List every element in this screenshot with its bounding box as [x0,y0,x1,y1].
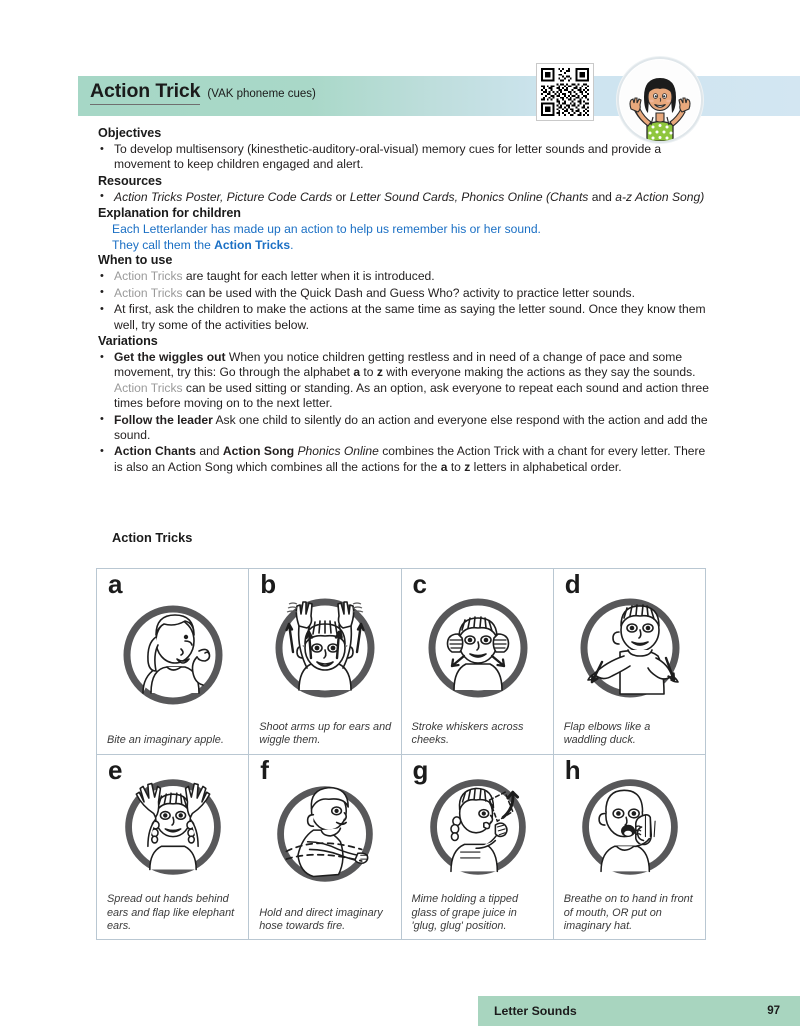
list-item [98,269,710,284]
variation-text: to [447,459,465,474]
variation-text: with everyone making the actions as they say the sounds. [382,365,696,380]
action-trick-cell-b [249,569,401,755]
action-trick-caption: Hold and direct imaginary hose towards fire. [259,906,383,932]
resources-heading: Resources [98,173,162,188]
variations-list [98,350,710,475]
when-to-use-list [98,269,710,333]
variation-text: z [464,459,471,474]
article-body [98,126,710,476]
page-subtitle: (VAK phoneme cues) [207,88,316,100]
list-item [98,444,710,475]
boy-flapping-elbows-icon [564,577,696,719]
variation-text: a [440,459,448,474]
list-item: • To develop multisensory (kinesthetic-auditory-oral-visual) memory cues for letter sounds and provide a movement to keep children engaged and alert. [98,142,710,173]
variation-term: Get the wiggles out [114,350,226,365]
resources-part-1: Action Tricks Poster, Picture Code Cards [114,189,333,204]
action-trick-letter: e [108,754,123,785]
page-footer [478,996,800,1026]
variation-text: Ask one child to silently do an action and everyone else respond with the action and add the sound. [114,412,708,443]
header-title-group [90,80,316,105]
list-item [98,286,710,301]
variation-text: Phonics Online [294,444,379,459]
variation-text: combines the Action Trick with a chant for every letter. There is also an Action Song which combines all the actions for the [114,444,706,474]
explanation-line-2-bold: Action Tricks [214,237,291,252]
girl-drinking-glass-icon [412,763,544,892]
when-to-use-heading: When to use [98,253,173,268]
resources-part-3: Letter Sound Cards, Phonics Online (Chants [349,189,589,204]
qr-code-icon[interactable] [536,63,594,121]
variation-text: and [195,444,223,459]
list-item [98,302,710,333]
boy-holding-hose-icon [259,763,391,905]
boy-breathing-on-hand-icon [564,763,696,892]
objectives-heading: Objectives [98,126,162,140]
objectives-list [98,142,710,173]
explanation-line-2-pre: They call them the [112,237,215,252]
action-trick-letter: a [108,569,123,599]
action-trick-caption: Flap elbows like a waddling duck. [563,721,651,747]
action-tricks-grid [96,568,706,940]
action-trick-cell-h [554,755,706,941]
action-trick-caption: Bite an imaginary apple. [107,734,224,747]
action-trick-letter: d [564,569,581,599]
explanation-line-2 [112,238,710,254]
variation-text: z [376,365,383,380]
action-trick-caption: Spread out hands behind ears and flap like elephant ears. [107,893,235,932]
variation-term: Follow the leader [114,412,213,427]
page-number: 97 [767,1005,780,1017]
variation-text: Action Tricks [114,380,183,395]
girl-elephant-ears-icon [107,763,239,892]
resources-part-5: a-z Action Song) [615,189,705,204]
action-trick-cell-f [249,755,401,941]
child-stroking-whiskers-icon [412,577,544,719]
grey-term: Action Tricks [114,285,183,300]
action-trick-cell-a [97,569,249,755]
variation-text: a [353,365,361,380]
list-item [98,190,710,205]
variation-text: to [360,365,377,380]
resources-part-2: or [332,189,350,204]
action-trick-caption: Stroke whiskers across cheeks. [411,721,524,747]
action-trick-cell-g [402,755,554,941]
item-text: are taught for each letter when it is introduced. [182,269,435,284]
action-trick-cell-e [97,755,249,941]
resources-list [98,190,710,205]
item-text: can be used with the Quick Dash and Guess Who? activity to practice letter sounds. [182,285,635,300]
variations-heading: Variations [98,334,158,349]
list-item [98,413,710,444]
action-trick-cell-c [402,569,554,755]
action-trick-caption: Mime holding a tipped glass of grape juice in 'glug, glug' position. [411,893,519,932]
explanation-line-2-post: . [290,237,294,252]
action-trick-letter: b [260,569,277,599]
variation-text: When you notice children getting restless and in need of a change of pace and some movement, try this: Go through the alphabet [114,350,683,380]
variation-text: Action Song [222,444,295,459]
explanation-heading: Explanation for children [98,206,241,221]
action-trick-cell-d [554,569,706,755]
variation-term: Action Chants [114,444,196,459]
action-trick-letter: g [412,754,429,785]
action-trick-caption: Breathe on to hand in front of mouth, OR put on imaginary hat. [563,893,693,932]
action-tricks-heading: Action Tricks [112,530,193,545]
action-trick-letter: f [260,754,269,785]
action-trick-caption: Shoot arms up for ears and wiggle them. [259,721,392,747]
variation-text: can be used sitting or standing. As an option, ask everyone to repeat each sound and action three times before moving on to the next letter. [114,380,709,411]
footer-section-label: Letter Sounds [494,1004,577,1018]
action-trick-letter: h [564,754,581,785]
boy-arms-up-ears-icon [259,577,391,719]
item-text: At first, ask the children to make the actions at the same time as saying the letter sound. Once they know them well, try some of the activities below. [114,302,706,332]
girl-biting-apple-icon [107,577,239,732]
explanation-line-1: Each Letterlander has made up an action to help us remember his or her sound. [112,222,541,237]
action-trick-letter: c [412,569,427,599]
resources-part-4: and [588,189,616,204]
list-item [98,350,710,412]
explanation-text [112,222,710,253]
page-title: Action Trick [90,80,200,105]
variation-text: letters in alphabetical order. [470,459,622,474]
grey-term: Action Tricks [114,269,183,284]
